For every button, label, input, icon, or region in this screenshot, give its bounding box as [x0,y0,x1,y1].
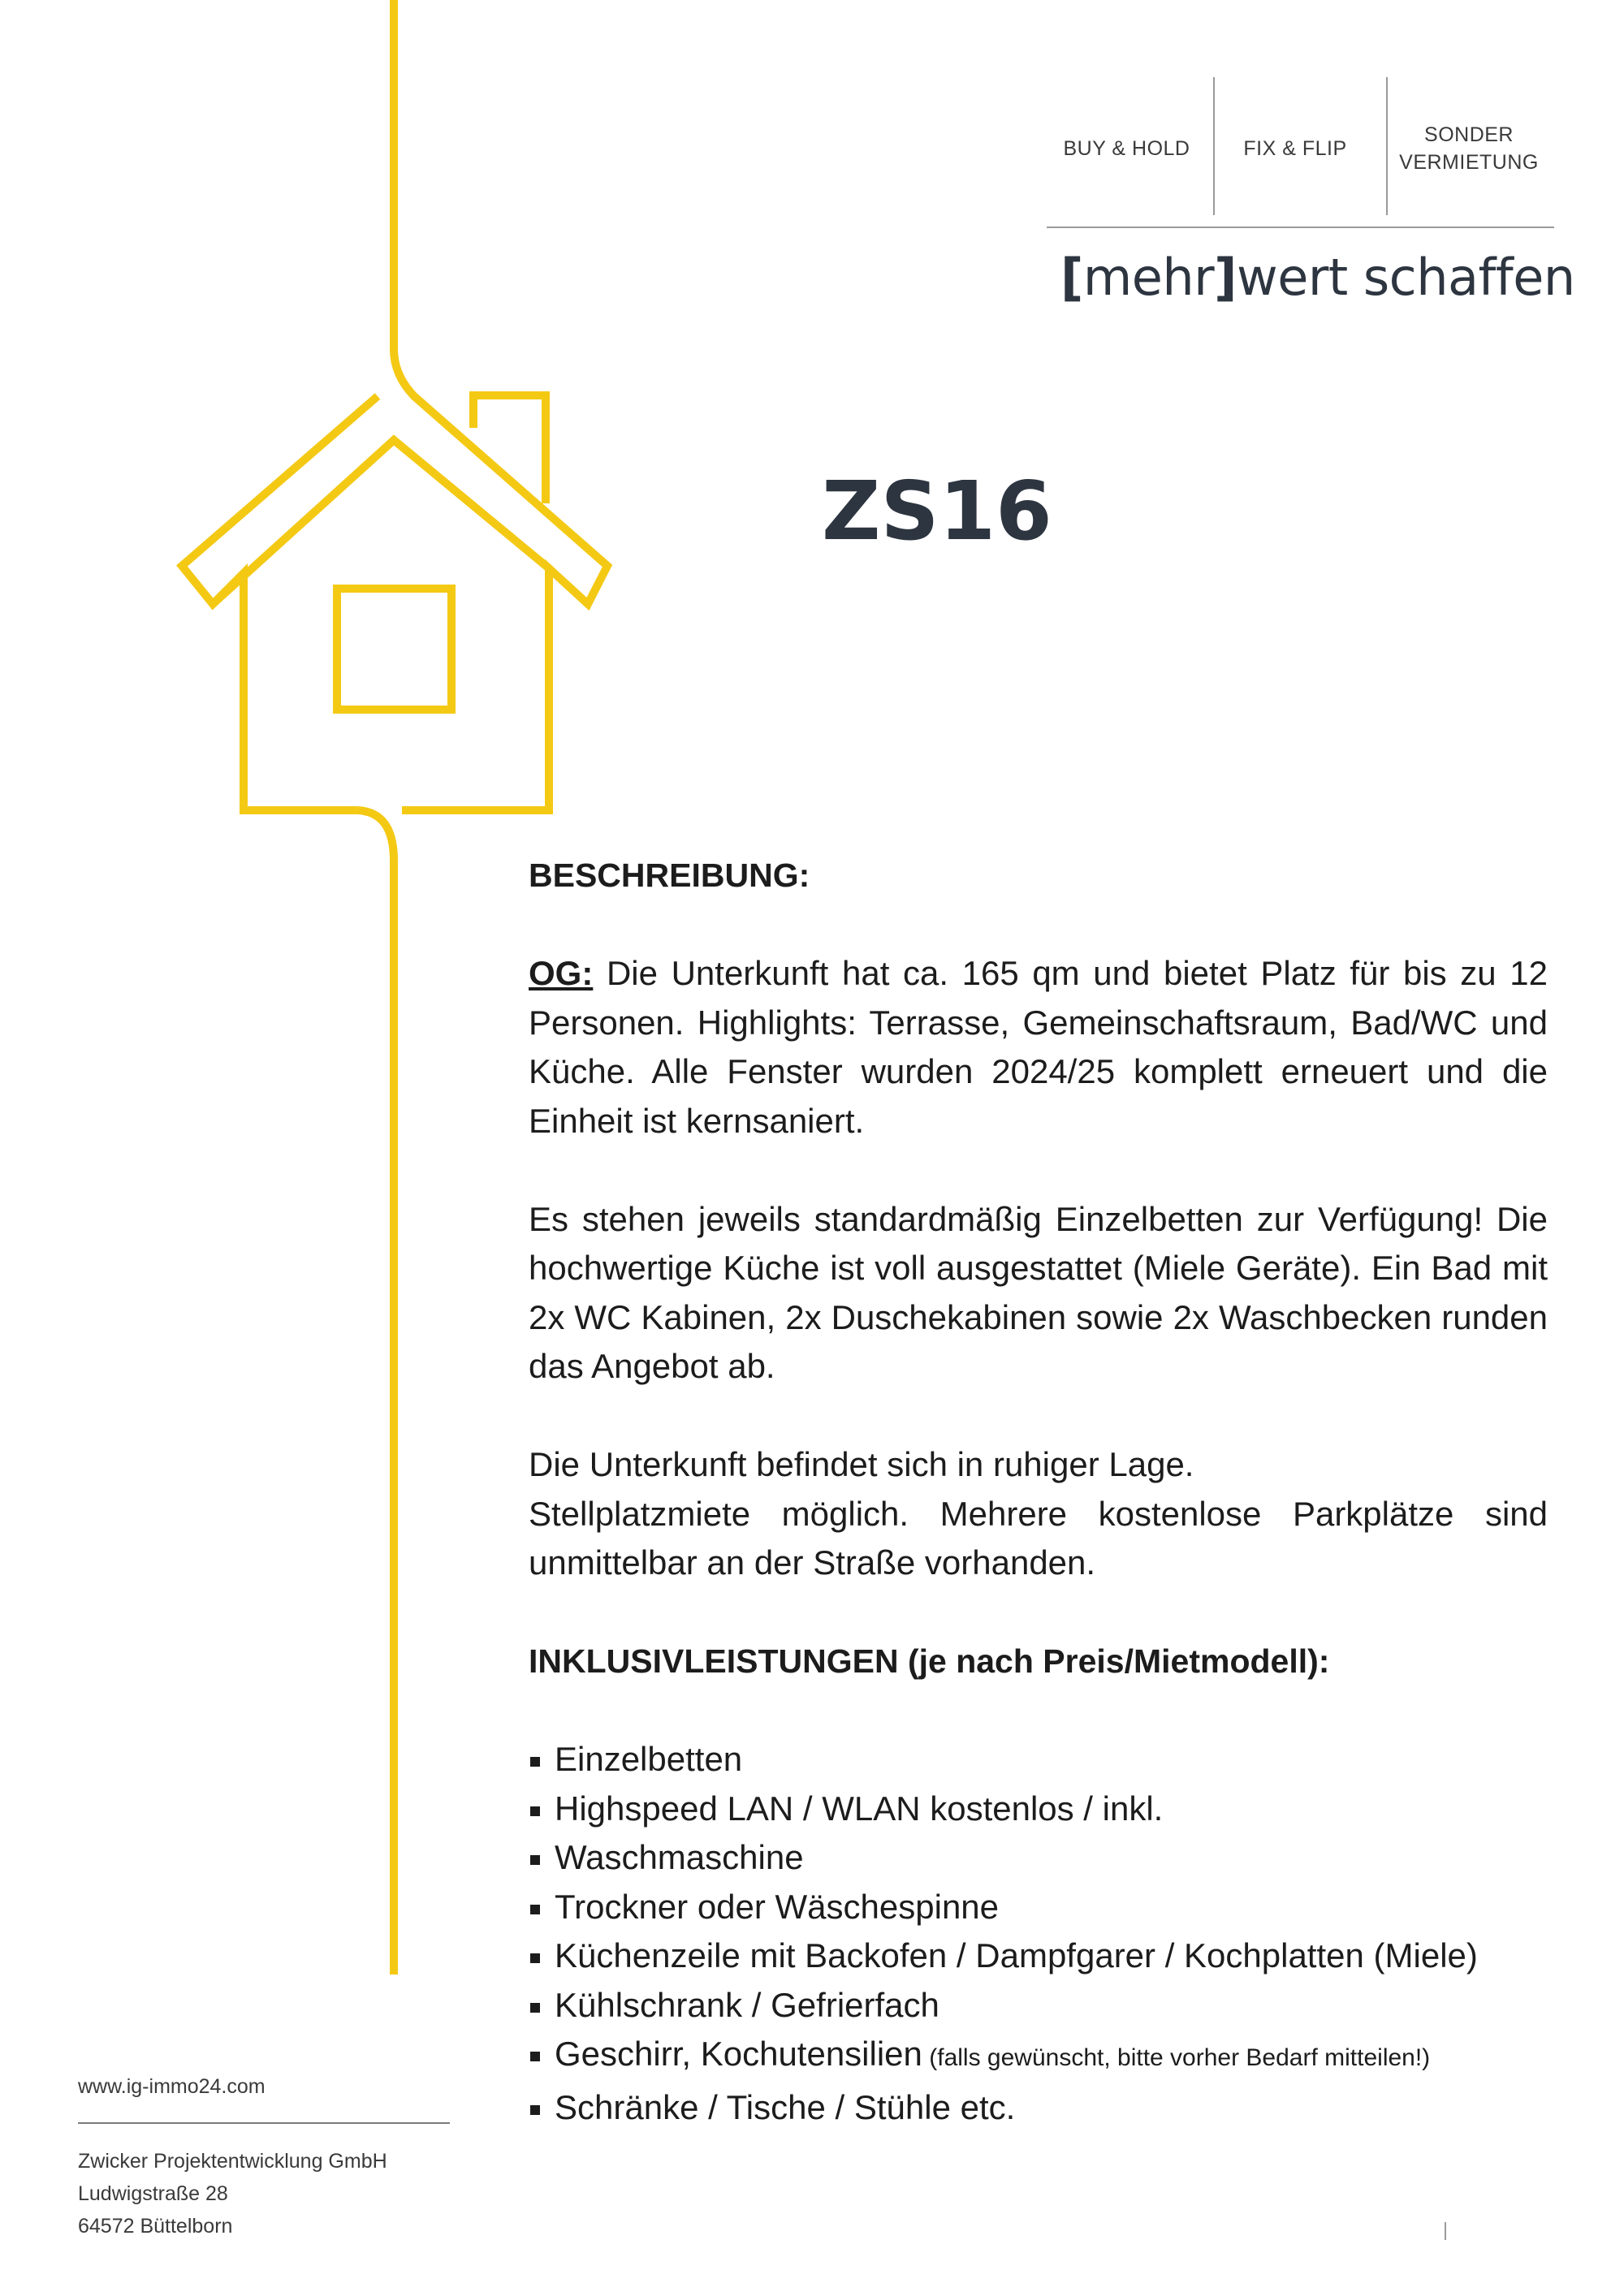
main-content [529,851,1548,2132]
list-item: Küchenzeile mit Backofen / Dampfgarer / Kochplatten (Miele) [529,1931,1548,1981]
description-og-first-line: OG: Die Unterkunft hat ca. 165 qm und bietet Platz für bis zu 12 [529,954,1548,992]
header-divider [1047,227,1554,228]
description-paragraph-3: Stellplatzmiete möglich. Mehrere kostenlose Parkplätze sind unmittelbar an der Straße vorhanden. [529,1494,1548,1582]
inclusions-list [529,1735,1548,2132]
list-item: Einzelbetten [529,1735,1548,1785]
company-name: Zwicker Projektentwicklung GmbH [78,2150,387,2173]
list-item-note: (falls gewünscht, bitte vorher Bedarf mitteilen!) [922,2044,1431,2071]
list-item: Kühlschrank / Gefrierfach [529,1981,1548,2031]
nav-fix-and-flip[interactable]: FIX & FLIP [1243,136,1347,160]
description-paragraph-1: Personen. Highlights: Terrasse, Gemeinschaftsraum, Bad/WC und Küche. Alle Fenster wurden 2024/25 komplett erneuert und die Einheit ist kernsaniert. [529,1003,1548,1140]
nav-sondervermietung[interactable]: SONDER VERMIETUNG [1399,123,1539,174]
website-link[interactable]: www.ig-immo24.com [78,2075,266,2098]
address-street: Ludwigstraße 28 [78,2182,228,2205]
footer [78,2070,451,2242]
page-marker [1445,2222,1446,2240]
description-heading: BESCHREIBUNG: [529,857,810,894]
page-title: ZS16 [822,464,1052,559]
address-city: 64572 Büttelborn [78,2215,233,2238]
list-item: Schränke / Tische / Stühle etc. [529,2083,1548,2133]
nav-buy-and-hold[interactable]: BUY & HOLD [1063,136,1190,160]
footer-divider [78,2122,450,2124]
description-paragraph-3-first: Die Unterkunft befindet sich in ruhiger Lage. [529,1445,1194,1483]
brand-slogan: [mehr]wert schaffen [1060,248,1575,307]
list-item: Trockner oder Wäschespinne [529,1883,1548,1932]
inclusions-heading: INKLUSIVLEISTUNGEN (je nach Preis/Mietmodell): [529,1642,1330,1680]
list-item: Waschmaschine [529,1833,1548,1883]
header-nav [1043,77,1555,219]
list-item: Highspeed LAN / WLAN kostenlos / inkl. [529,1785,1548,1834]
description-paragraph-2: Es stehen jeweils standardmäßig Einzelbetten zur Verfügung! Die hochwertige Küche ist voll ausgestattet (Miele Geräte). Ein Bad mit 2x WC Kabinen, 2x Duschekabinen sowie 2x Waschbecken runden das Angebot ab. [529,1199,1548,1385]
list-item: Geschirr, Kochutensilien (falls gewünscht, bitte vorher Bedarf mitteilen!) [529,2030,1548,2083]
